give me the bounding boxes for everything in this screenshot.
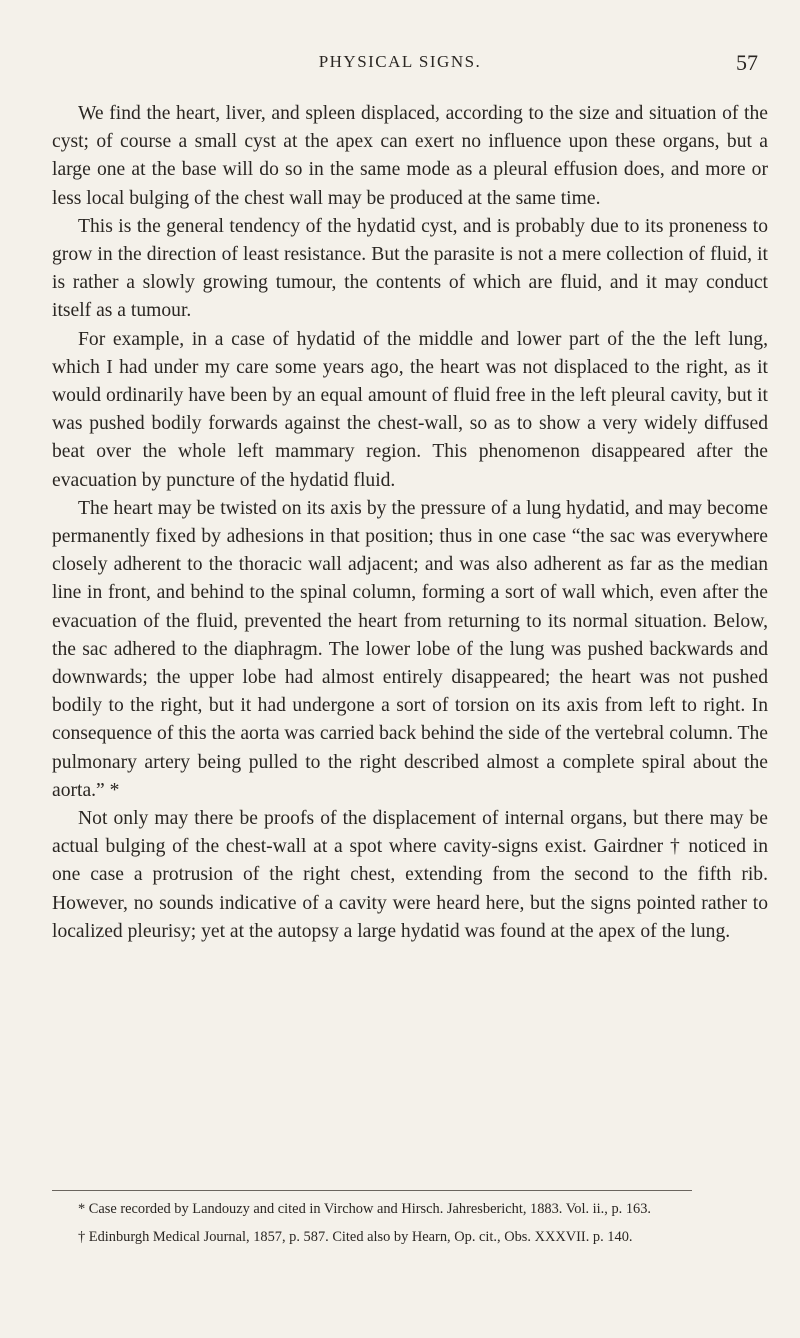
body-text <box>52 100 768 946</box>
paragraph: We find the heart, liver, and spleen displaced, according to the size and situation of the cyst; of course a small cyst at the apex can exert no influence upon these organs, but a large one at the base will do so in the same mode as a pleural effusion does, and more or less local bulging of the chest wall may be produced at the same time. <box>52 103 768 209</box>
page-number: 57 <box>736 50 758 75</box>
footnote: * Case recorded by Landouzy and cited in Virchow and Hirsch. Jahresbericht, 1883. Vol. ii., p. 163. <box>78 1201 652 1217</box>
paragraph: This is the general tendency of the hydatid cyst, and is probably due to its proneness to grow in the direction of least resistance. But the parasite is not a mere collection of fluid, it is rather a slowly growing tumour, the contents of which are fluid, and it may conduct itself as a tumour. <box>52 215 768 322</box>
footnotes <box>52 1199 768 1255</box>
paragraph: Not only may there be proofs of the displacement of internal organs, but there may be actual bulging of the chest-wall at a spot where cavity-signs exist. Gairdner † noticed in one case a protrusion of the right chest, extending from the second to the fifth rib. However, no sounds indicative of a cavity were heard here, but the signs pointed rather to localized pleurisy; yet at the autopsy a large hydatid was found at the apex of the lung. <box>52 808 768 942</box>
footnote-divider <box>52 1190 692 1191</box>
footnote: † Edinburgh Medical Journal, 1857, p. 587. Cited also by Hearn, Op. cit., Obs. XXXVII. p. 140. <box>78 1229 633 1245</box>
paragraph: For example, in a case of hydatid of the middle and lower part of the the left lung, which I had under my care some years ago, the heart was not displaced to the right, as it would ordinarily have been by an equal amount of fluid free in the left pleural cavity, but it was pushed bodily forwards against the chest-wall, so as to show a very widely diffused beat over the whole left mammary region. This phenomenon disappeared after the evacuation by puncture of the hydatid fluid. <box>52 328 768 491</box>
running-head: PHYSICAL SIGNS. <box>318 52 482 71</box>
paragraph: The heart may be twisted on its axis by the pressure of a lung hydatid, and may become permanently fixed by adhesions in that position; thus in one case “the sac was everywhere closely adherent to the thoracic wall adjacent; and was also adherent as far as the median line in front, and behind to the spinal column, forming a sort of wall which, even after the evacuation of the fluid, prevented the heart from returning to its normal situation. Below, the sac adhered to the diaphragm. The lower lobe of the lung was pushed backwards and downwards; the upper lobe had almost entirely disappeared; the heart was not pushed bodily to the right, but it had undergone a sort of torsion on its axis from left to right. In consequence of this the aorta was carried back behind the side of the vertebral column. The pulmonary artery being pulled to the right described almost a complete spiral about the aorta.” * <box>52 497 768 801</box>
page-header <box>0 52 800 82</box>
